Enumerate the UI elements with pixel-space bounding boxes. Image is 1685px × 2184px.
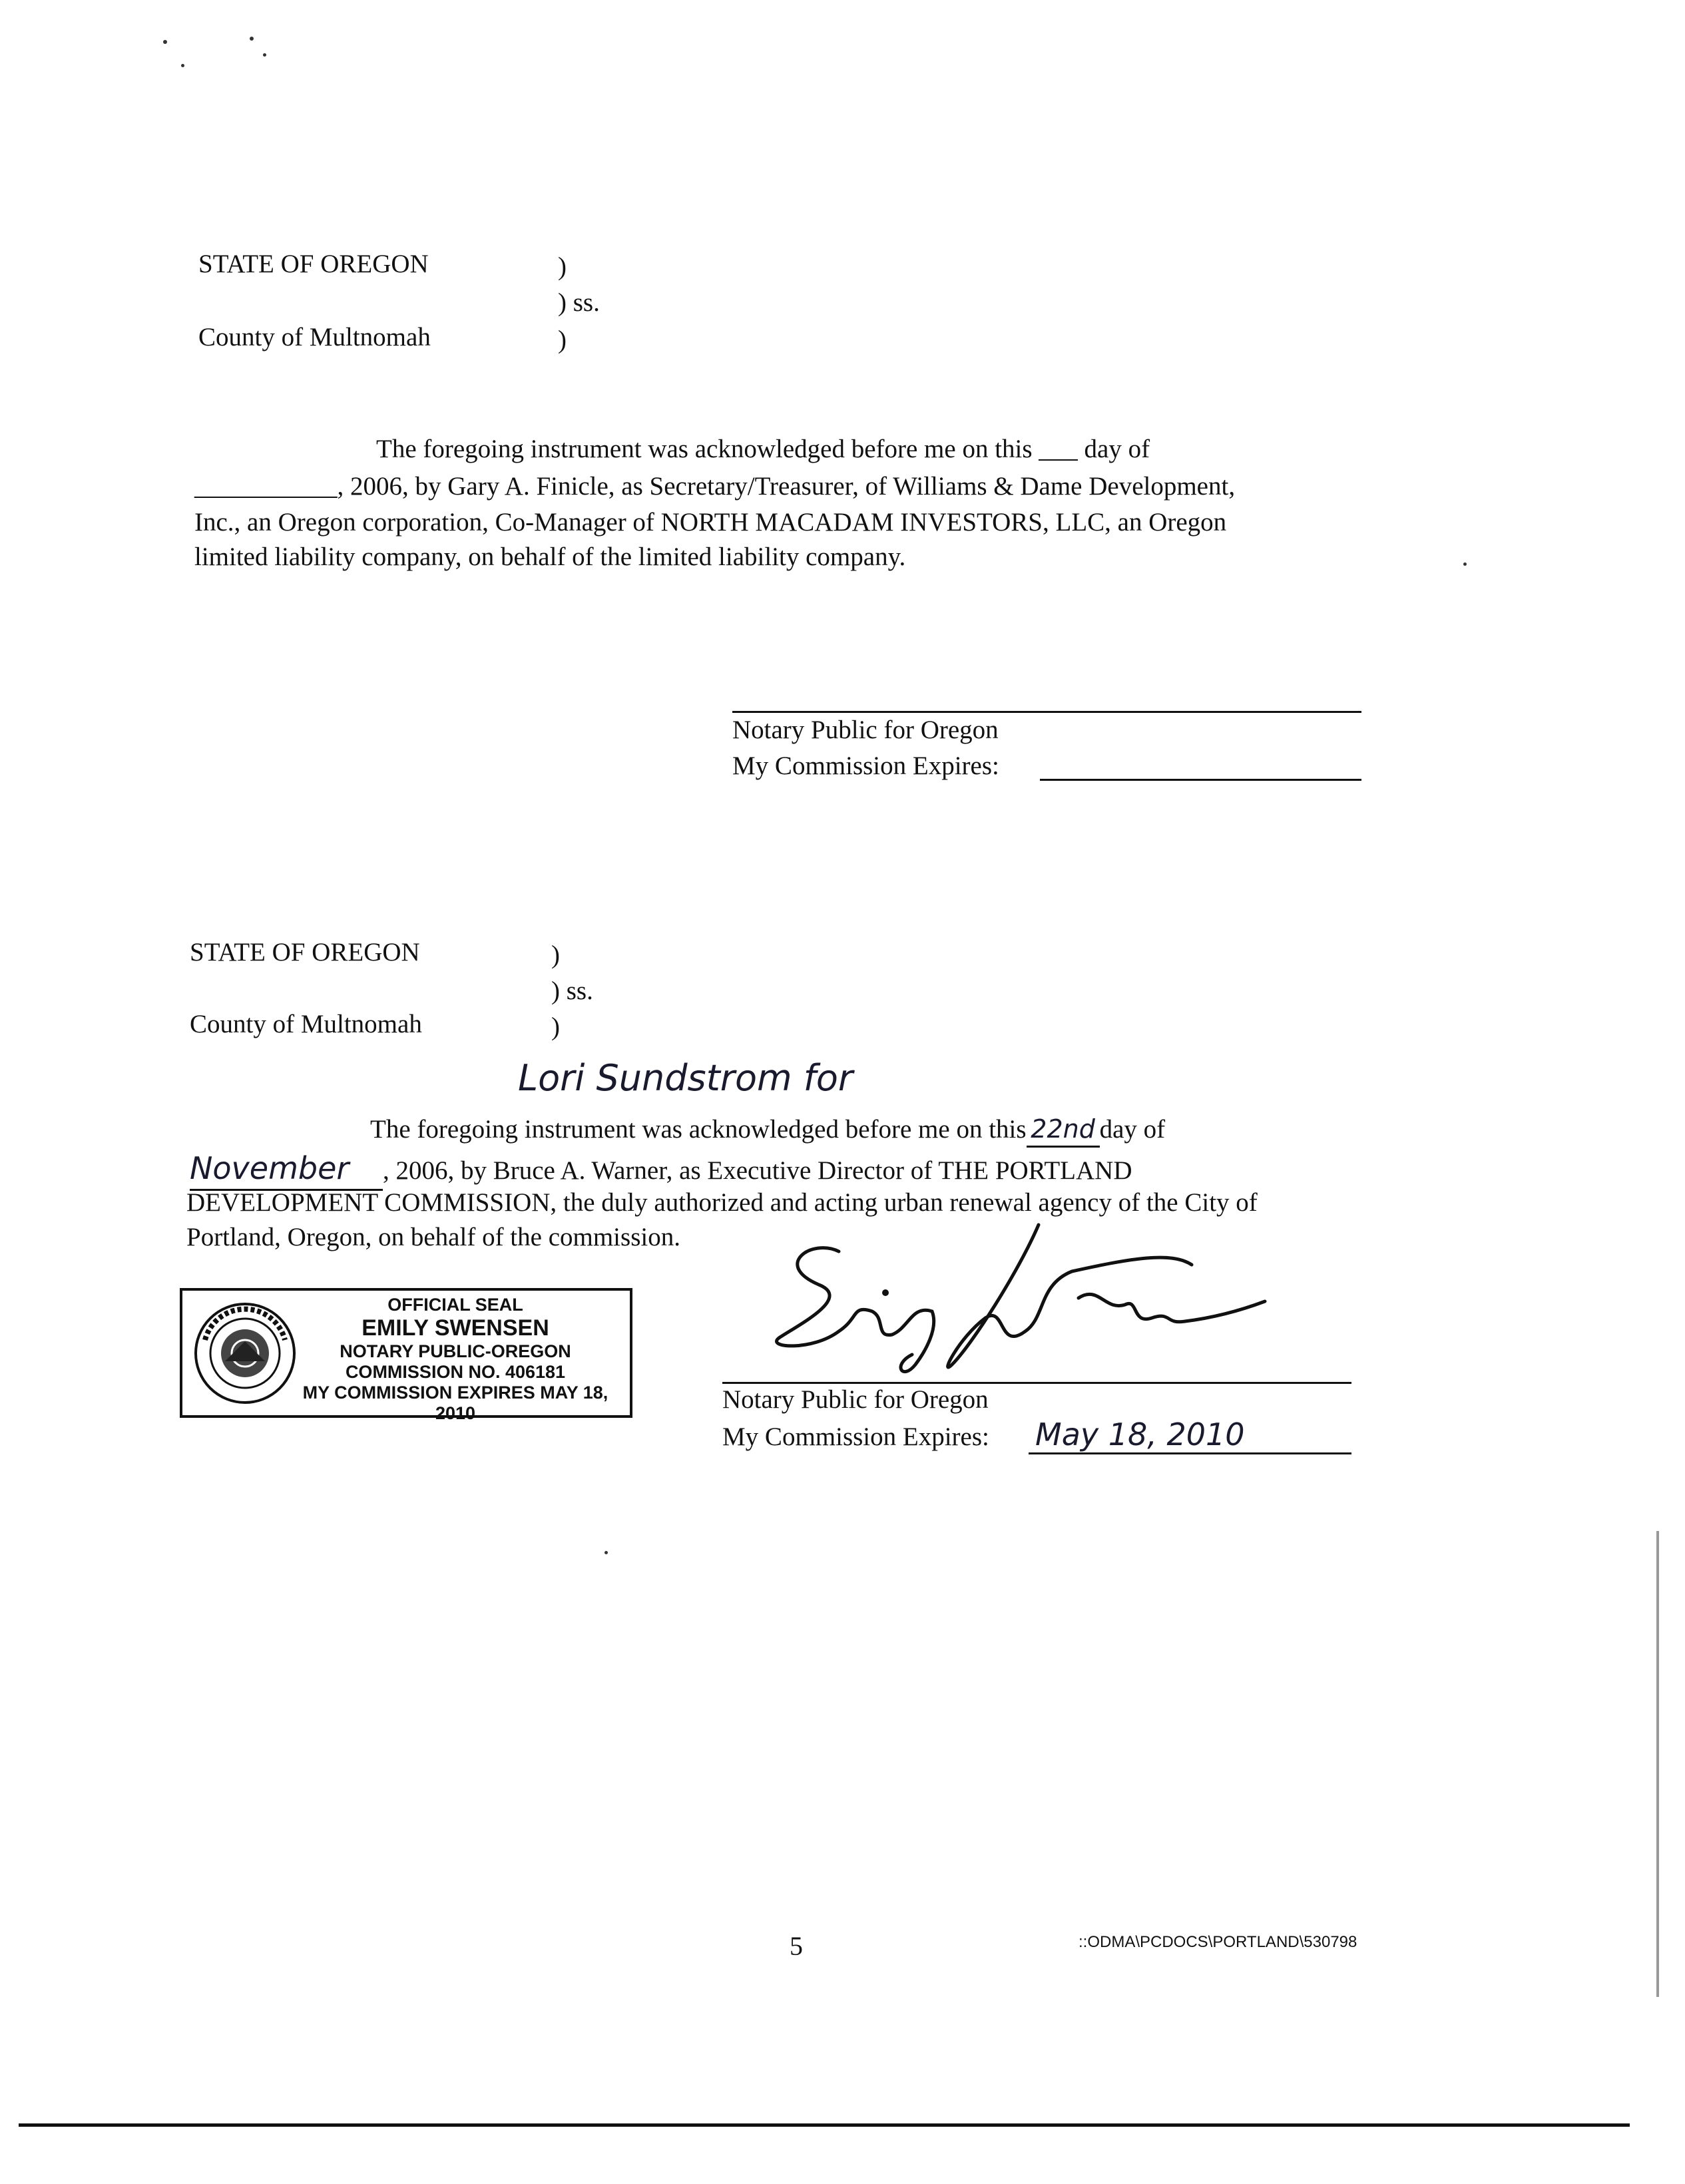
acknowledgment-line: The foregoing instrument was acknowledged before me on this ___ day of <box>376 435 1150 463</box>
seal-commission-number: COMMISSION NO. 406181 <box>345 1362 566 1383</box>
scan-edge-line <box>19 2123 1630 2127</box>
county-line: County of Multnomah <box>190 1010 422 1038</box>
notary-title: Notary Public for Oregon <box>732 716 999 744</box>
handwritten-expiry-date: May 18, 2010 <box>1035 1417 1245 1452</box>
scan-edge-mark <box>1656 1531 1659 1997</box>
venue-paren: ) <box>558 326 567 354</box>
venue-paren: ) <box>558 252 567 281</box>
ss-marker: ) ss. <box>551 977 593 1005</box>
acknowledgment-line <box>370 1113 1165 1148</box>
scan-speck <box>1463 562 1467 566</box>
commission-expires-label: My Commission Expires: <box>722 1422 989 1451</box>
state-heading: STATE OF OREGON <box>198 250 429 278</box>
scan-speck <box>181 64 184 67</box>
acknowledgment-text: day of <box>1099 1115 1166 1144</box>
scan-speck <box>250 37 254 41</box>
seal-title: OFFICIAL SEAL <box>387 1295 523 1315</box>
acknowledgment-text: The foregoing instrument was acknowledged before me on this <box>370 1115 1027 1144</box>
acknowledgment-line: DEVELOPMENT COMMISSION, the duly authorized and acting urban renewal agency of the City of <box>186 1188 1258 1217</box>
handwritten-month: November <box>190 1149 383 1191</box>
county-line: County of Multnomah <box>198 323 431 351</box>
handwritten-annotation: Lori Sundstrom for <box>518 1057 853 1099</box>
handwritten-day: 22nd <box>1027 1113 1100 1148</box>
acknowledgment-line <box>190 1149 1132 1191</box>
seal-notary-name: EMILY SWENSEN <box>361 1315 549 1341</box>
notary-title: Notary Public for Oregon <box>722 1385 989 1414</box>
acknowledgment-line: ___________, 2006, by Gary A. Finicle, as Secretary/Treasurer, of Williams & Dame Development, <box>194 472 1236 501</box>
scan-speck <box>604 1551 608 1554</box>
page-number: 5 <box>790 1931 803 1961</box>
official-seal-stamp <box>180 1288 632 1424</box>
seal-commission-expiry: MY COMMISSION EXPIRES MAY 18, 2010 <box>302 1383 608 1424</box>
venue-paren: ) <box>551 941 560 969</box>
document-path: ::ODMA\PCDOCS\PORTLAND\530798 <box>1079 1933 1357 1951</box>
seal-notary-office: NOTARY PUBLIC-OREGON <box>340 1341 571 1362</box>
commission-expires-label: My Commission Expires: <box>732 752 999 780</box>
scan-speck <box>163 40 167 44</box>
acknowledgment-line: Inc., an Oregon corporation, Co-Manager of NORTH MACADAM INVESTORS, LLC, an Oregon <box>194 508 1227 537</box>
state-heading: STATE OF OREGON <box>190 938 420 967</box>
acknowledgment-line: limited liability company, on behalf of the limited liability company. <box>194 543 906 571</box>
signature-line <box>732 711 1361 713</box>
acknowledgment-line: Portland, Oregon, on behalf of the commission. <box>186 1223 680 1251</box>
commission-expires-blank <box>1040 779 1361 781</box>
acknowledgment-text: , 2006, by Bruce A. Warner, as Executive Director of THE PORTLAND <box>383 1156 1132 1185</box>
venue-paren: ) <box>551 1012 560 1041</box>
seal-text <box>282 1295 628 1424</box>
scan-speck <box>263 53 266 57</box>
notary-signature <box>759 1211 1345 1398</box>
ss-marker: ) ss. <box>558 288 600 317</box>
